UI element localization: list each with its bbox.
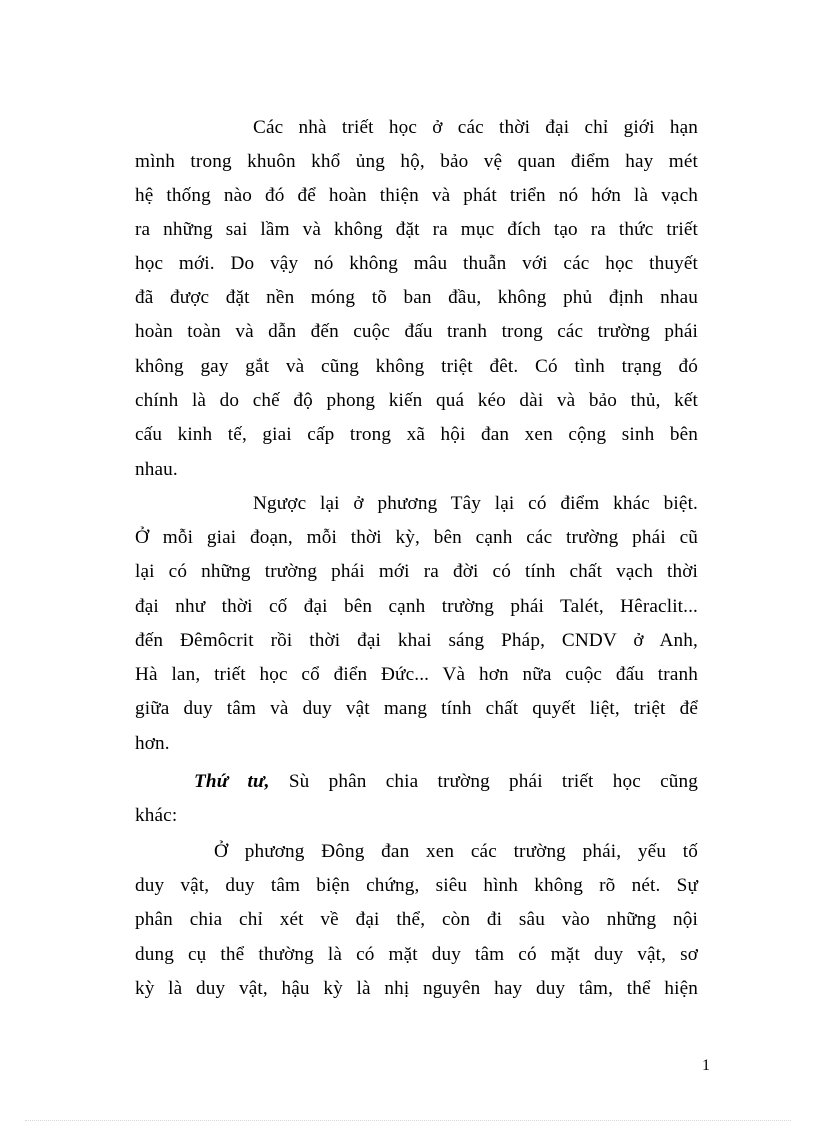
text-line: khác: — [135, 805, 178, 826]
text-line: lại có những trường phái mới ra đời có tính chất vạch thời — [135, 561, 698, 582]
text-line: dung cụ thể thường là có mặt duy tâm có mặt duy vật, sơ — [135, 944, 698, 965]
page-bottom-divider — [25, 1120, 791, 1121]
text-line: chính là do chế độ phong kiến quá kéo dài và bảo thủ, kết — [135, 390, 698, 411]
text-line: mình trong khuôn khổ ủng hộ, bảo vệ quan điểm hay mét — [135, 151, 698, 172]
text-line: không gay gắt và cũng không triệt đêt. Có tình trạng đó — [135, 356, 698, 377]
text-line: phân chia chỉ xét về đại thể, còn đi sâu vào những nội — [135, 909, 698, 930]
text-line: Ngược lại ở phương Tây lại có điểm khác biệt. — [253, 493, 698, 514]
text-line — [194, 770, 698, 794]
text-line: đại như thời cố đại bên cạnh trường phái Talét, Hêraclit... — [135, 596, 698, 617]
text-line: cấu kinh tế, giai cấp trong xã hội đan xen cộng sinh bên — [135, 424, 698, 445]
text-line: nhau. — [135, 459, 178, 480]
text-span: Sù phân chia trường phái triết học cũng — [288, 771, 699, 792]
text-line: hơn. — [135, 733, 170, 754]
text-line: Ở mỗi giai đoạn, mỗi thời kỳ, bên cạnh các trường phái cũ — [135, 527, 698, 548]
text-line: đến Đêmôcrit rồi thời đại khai sáng Pháp, CNDV ở Anh, — [135, 630, 698, 651]
text-line: ra những sai lầm và không đặt ra mục đích tạo ra thức triết — [135, 219, 698, 240]
text-line: hệ thống nào đó để hoàn thiện và phát triển nó hớn là vạch — [135, 185, 698, 206]
text-line: hoàn toàn và dẫn đến cuộc đấu tranh trong các trường phái — [135, 321, 698, 342]
section-label: Thứ tư, — [194, 771, 270, 792]
text-line: duy vật, duy tâm biện chứng, siêu hình không rõ nét. Sự — [135, 875, 698, 896]
text-line: giữa duy tâm và duy vật mang tính chất quyết liệt, triệt để — [135, 698, 698, 719]
text-line: Các nhà triết học ở các thời đại chỉ giới hạn — [253, 117, 698, 138]
text-line: học mới. Do vậy nó không mâu thuẫn với các học thuyết — [135, 253, 698, 274]
page-number: 1 — [702, 1057, 710, 1074]
text-line: đã được đặt nền móng tõ ban đầu, không phủ định nhau — [135, 287, 698, 308]
text-line: Hà lan, triết học cổ điển Đức... Và hơn nữa cuộc đấu tranh — [135, 664, 698, 685]
text-line: kỳ là duy vật, hậu kỳ là nhị nguyên hay duy tâm, thể hiện — [135, 978, 698, 999]
text-line: Ở phương Đông đan xen các trường phái, yếu tố — [214, 841, 698, 862]
